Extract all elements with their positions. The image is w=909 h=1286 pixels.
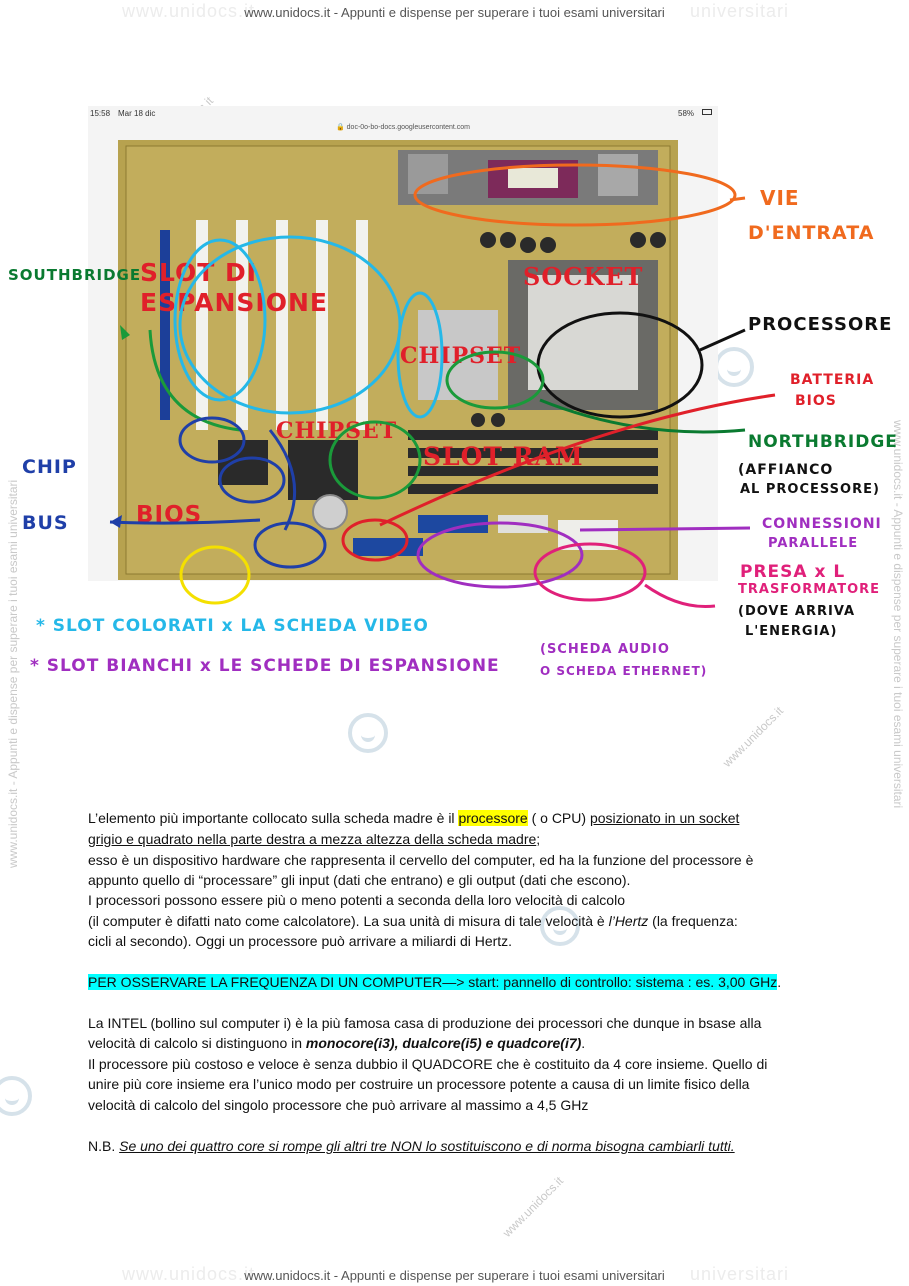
banner-ghost-right: universitari xyxy=(690,1264,790,1284)
paragraph-line: La INTEL (bollino sul computer i) è la più famosa casa di produzione dei processori che dunque in bsase alla xyxy=(88,1015,762,1031)
paragraph-line: unire più core insieme era l’unico modo per costruire un processore potente a causa di un limite fisico della xyxy=(88,1076,750,1092)
underlined-text: grigio e quadrato nella parte destra a mezza altezza della scheda madre xyxy=(88,831,537,847)
diagonal-watermark: www.unidocs.it xyxy=(500,1173,567,1240)
hw-southbridge: SOUTHBRIDGE xyxy=(8,266,142,284)
hw-energia-1: (DOVE ARRIVA xyxy=(738,604,856,619)
footer-banner-text: www.unidocs.it - Appunti e dispense per superare i tuoi esami universitari xyxy=(244,1268,665,1283)
underlined-italic-text: Se uno dei quattro core si rompe gli altri tre NON lo sostituiscono e di norma bisogna cambiarli tutti. xyxy=(119,1138,735,1154)
bold-italic-text: monocore(i3), dualcore(i5) e quadcore(i7) xyxy=(305,1035,582,1051)
hw-affianco-2: AL PROCESSORE) xyxy=(740,482,880,497)
right-side-watermark: www.unidocs.it - Appunti e dispense per superare i tuoi esami universitari xyxy=(891,420,905,809)
paragraph-line: Il processore più costoso e veloce è senza dubbio il QUADCORE che è costituito da 4 core insieme. Quello di xyxy=(88,1056,768,1072)
text-span: N.B. xyxy=(88,1138,120,1154)
text-span: velocità di calcolo si distinguono in xyxy=(88,1035,306,1051)
hw-scheda-audio-2: O SCHEDA ETHERNET) xyxy=(540,664,708,678)
label-socket: SOCKET xyxy=(523,262,644,291)
footer-banner xyxy=(0,1264,909,1284)
italic-text: l’Hertz xyxy=(608,913,649,929)
underlined-text: posizionato in un socket xyxy=(589,810,740,826)
text-span: (la frequenza: xyxy=(648,913,738,929)
text-span: . xyxy=(581,1035,586,1051)
hw-connessioni-1: CONNESSIONI xyxy=(762,516,882,532)
label-chipset-right: CHIPSET xyxy=(400,343,522,369)
label-slot-espansione: SLOT DI ESPANSIONE xyxy=(140,258,328,317)
hw-batteria-1: BATTERIA xyxy=(790,372,875,388)
hw-presa-1: PRESA x L xyxy=(740,562,846,582)
banner-ghost-left: www.unidocs.it xyxy=(122,1264,256,1284)
url-text: doc-0o-bo-docs.googleusercontent.com xyxy=(346,124,471,131)
hw-energia-2: L'ENERGIA) xyxy=(745,624,838,639)
hw-presa-2: TRASFORMATORE xyxy=(738,582,881,597)
label-bios: BIOS xyxy=(136,502,203,528)
paragraph-line xyxy=(88,1033,585,1053)
label-chipset-left: CHIPSET xyxy=(276,418,398,444)
banner-ghost-left: www.unidocs.it xyxy=(122,1,256,21)
highlight-frequency: PER OSSERVARE LA FREQUENZA DI UN COMPUTER—> start: pannello di controllo: sistema : es. 3,00 GHz xyxy=(88,974,778,990)
status-time: 15:58 xyxy=(90,109,111,118)
hw-processore: PROCESSORE xyxy=(748,314,893,335)
header-banner-text: www.unidocs.it - Appunti e dispense per superare i tuoi esami universitari xyxy=(244,5,665,20)
hw-slot-bianchi: * SLOT BIANCHI x LE SCHEDE DI ESPANSIONE xyxy=(30,656,500,676)
hw-chip: CHIP xyxy=(22,456,77,478)
text-span: (il computer è difatti nato come calcolatore). La sua unità di misura di tale velocità è xyxy=(88,913,609,929)
text-span: L’elemento più importante collocato sulla scheda madre è il xyxy=(88,810,459,826)
text-span: ( o CPU) xyxy=(527,810,590,826)
label-slot-ram: SLOT RAM xyxy=(423,442,584,471)
paragraph-line: I processori possono essere più o meno potenti a seconda della loro velocità di calcolo xyxy=(88,892,625,908)
text-span: . xyxy=(777,974,782,990)
hw-bus: BUS xyxy=(22,512,69,534)
paragraph-line: appunto quello di “processare” gli input (dati che entrano) e gli output (dati che escono). xyxy=(88,872,631,888)
text-span: ; xyxy=(536,831,541,847)
paragraph-line xyxy=(88,911,738,931)
status-battery: 58% xyxy=(678,109,695,118)
paragraph-line xyxy=(88,808,739,828)
hw-slot-colorati: * SLOT COLORATI x LA SCHEDA VIDEO xyxy=(36,616,429,636)
hw-vie-1: VIE xyxy=(760,186,800,210)
status-date: Mar 18 dic xyxy=(118,109,156,118)
lock-icon: 🔒 xyxy=(335,124,345,131)
hw-batteria-2: BIOS xyxy=(795,393,837,409)
hw-affianco-1: (AFFIANCO xyxy=(738,462,834,478)
left-side-watermark: www.unidocs.it - Appunti e dispense per superare i tuoi esami universitari xyxy=(6,479,20,868)
hw-northbridge: NORTHBRIDGE xyxy=(748,432,898,452)
hw-scheda-audio-1: (SCHEDA AUDIO xyxy=(540,642,670,657)
paragraph-line xyxy=(88,1136,735,1156)
paragraph-line: cicli al secondo). Oggi un processore può arrivare a miliardi di Hertz. xyxy=(88,933,513,949)
highlight-processore: processore xyxy=(458,810,528,826)
hw-connessioni-2: PARALLELE xyxy=(768,536,859,551)
banner-ghost-right: universitari xyxy=(690,1,790,21)
paragraph-line xyxy=(88,972,781,992)
hw-vie-2: D'ENTRATA xyxy=(748,222,875,244)
paragraph-line: esso è un dispositivo hardware che rappresenta il cervello del computer, ed ha la funzione del processore è xyxy=(88,852,754,868)
diagonal-watermark: www.unidocs.it xyxy=(720,703,787,770)
paragraph-line xyxy=(88,829,540,849)
paragraph-line: velocità di calcolo del singolo processore che può arrivare al massimo a 4,5 GHz xyxy=(88,1097,589,1113)
